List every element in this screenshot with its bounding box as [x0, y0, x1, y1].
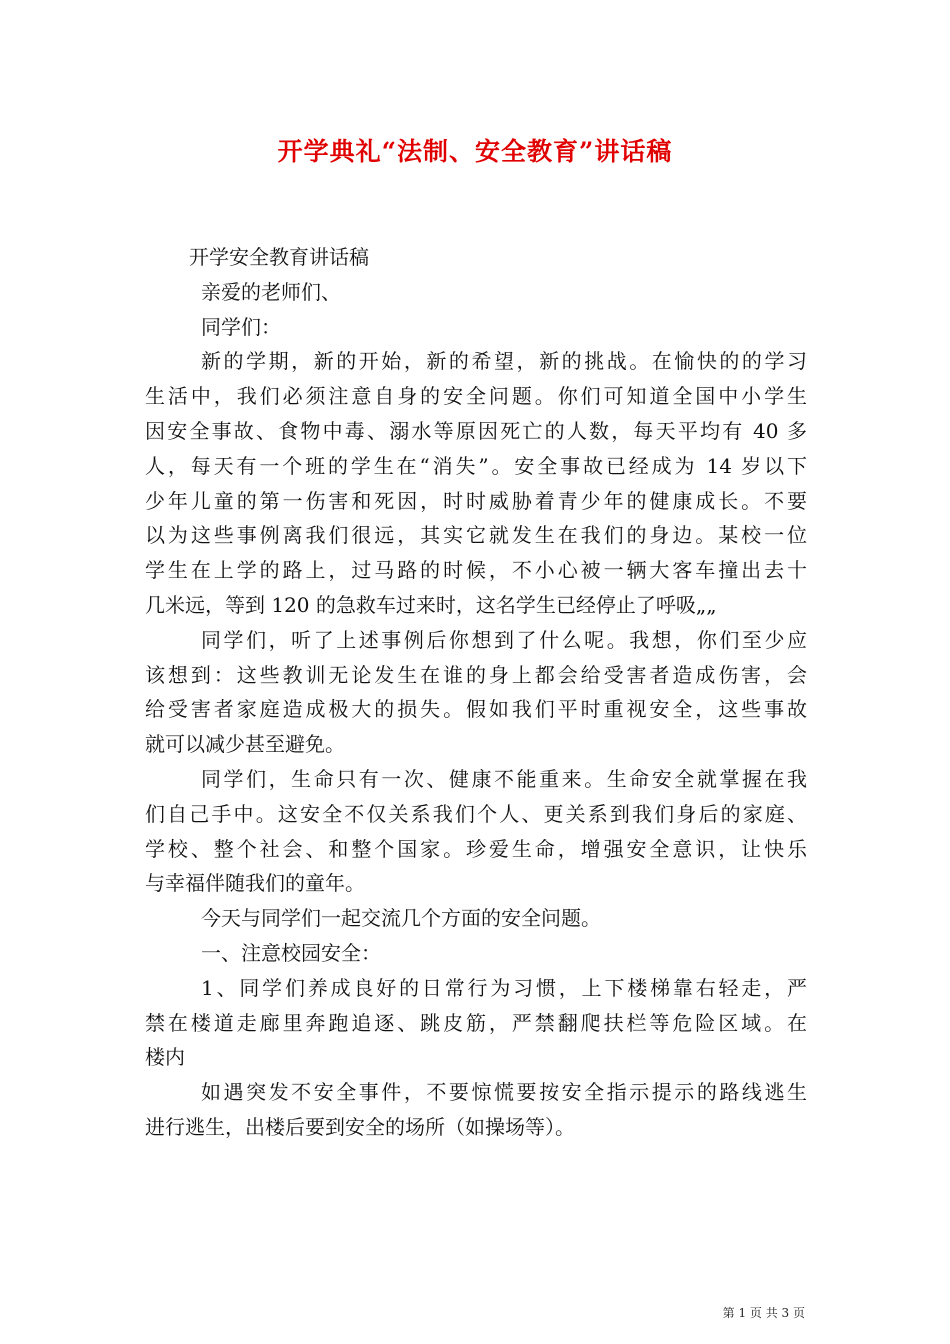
paragraph-line: 几米远，等到 120 的急救车过来时，这名学生已经停止了呼吸„„ — [145, 592, 717, 617]
paragraph-line: 人，每天有一个班的学生在“消失”。安全事故已经成为 14 岁以下 — [145, 453, 807, 478]
paragraph-line: 该想到：这些教训无论发生在谁的身上都会给受害者造成伤害，会 — [145, 662, 807, 687]
paragraph-line: 同学们，听了上述事例后你想到了什么呢。我想，你们至少应 — [201, 627, 807, 652]
body-text — [145, 240, 807, 1145]
paragraph-line: 们自己手中。这安全不仅关系我们个人、更关系到我们身后的家庭、 — [145, 801, 807, 826]
paragraph-line: 给受害者家庭造成极大的损失。假如我们平时重视安全，这些事故 — [145, 697, 807, 722]
paragraph-line: 今天与同学们一起交流几个方面的安全问题。 — [201, 906, 601, 931]
paragraph-line: 生活中，我们必须注意自身的安全问题。你们可知道全国中小学生 — [145, 384, 807, 409]
paragraph-line: 少年儿童的第一伤害和死因，时时威胁着青少年的健康成长。不要 — [145, 488, 807, 513]
paragraph-line: 学生在上学的路上，过马路的时候，不小心被一辆大客车撞出去十 — [145, 558, 807, 583]
page-number: 第 1 页 共 3 页 — [722, 1306, 805, 1320]
paragraph-line: 新的学期，新的开始，新的希望，新的挑战。在愉快的的学习 — [201, 349, 807, 374]
paragraph-line: 与幸福伴随我们的童年。 — [145, 871, 365, 896]
paragraph-line: 以为这些事例离我们很远，其实它就发生在我们的身边。某校一位 — [145, 523, 807, 548]
paragraph-line: 楼内 — [145, 1045, 185, 1070]
salutation-line: 同学们： — [201, 314, 281, 339]
paragraph-line: 就可以减少甚至避免。 — [145, 732, 345, 757]
paragraph-line: 同学们，生命只有一次、健康不能重来。生命安全就掌握在我 — [201, 766, 807, 791]
paragraph-line: 1、同学们养成良好的日常行为习惯，上下楼梯靠右轻走，严 — [201, 975, 807, 1000]
paragraph-line: 如遇突发不安全事件，不要惊慌要按安全指示提示的路线逃生 — [201, 1080, 807, 1105]
page-title: 开学典礼“法制、安全教育”讲话稿 — [277, 137, 673, 166]
section-heading: 一、注意校园安全： — [201, 940, 381, 965]
paragraph-line: 学校、整个社会、和整个国家。珍爱生命，增强安全意识，让快乐 — [145, 836, 807, 861]
paragraph-line: 进行逃生，出楼后要到安全的场所（如操场等）。 — [145, 1114, 575, 1139]
paragraph-line: 因安全事故、食物中毒、溺水等原因死亡的人数，每天平均有 40 多 — [145, 418, 807, 443]
salutation-line: 亲爱的老师们、 — [201, 279, 341, 304]
paragraph-line: 禁在楼道走廊里奔跑追逐、跳皮筋，严禁翻爬扶栏等危险区域。在 — [145, 1010, 807, 1035]
speech-subtitle: 开学安全教育讲话稿 — [189, 245, 369, 269]
